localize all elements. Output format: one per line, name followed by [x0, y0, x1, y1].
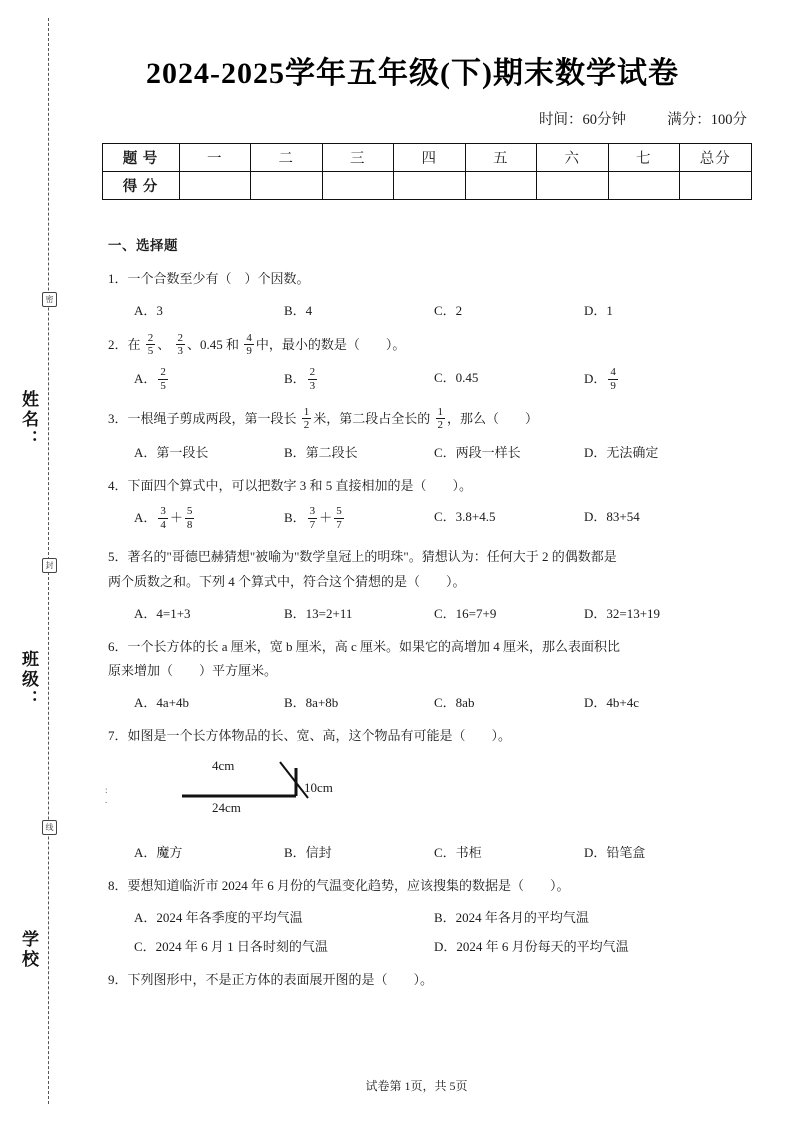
- fraction-5-8: $\frac{5}{8}$: [186, 505, 193, 531]
- question-1: [108, 268, 748, 291]
- margin-label-class-text: 班级：: [19, 650, 38, 710]
- option-d[interactable]: D．4b+4c: [584, 695, 639, 710]
- option-d[interactable]: D．无法确定: [584, 444, 659, 460]
- stray-mark: : .: [105, 785, 108, 805]
- question-7-figure: [156, 758, 416, 828]
- score-entry-cell[interactable]: [322, 172, 394, 200]
- question-4: [108, 475, 748, 498]
- question-5: [108, 546, 748, 569]
- fraction-4-9: $\frac{4}{9}$: [610, 366, 616, 392]
- question-number: 3．: [108, 410, 128, 426]
- score-entry-cell[interactable]: [608, 172, 680, 200]
- page-footer: 试卷第 1页，共 5页: [365, 1079, 468, 1093]
- option-a[interactable]: A．第一段长: [134, 444, 209, 460]
- question-text-line2: 两个质数之和。下列 4 个算式中，符合这个猜想的是（ ）。: [108, 573, 466, 589]
- option-c[interactable]: C．3.8+4.5: [434, 509, 496, 525]
- rectangular-box-diagram: [156, 758, 416, 828]
- option-c[interactable]: C．书柜: [434, 844, 482, 860]
- question-text: 如图是一个长方体物品的长、宽、高，这个物品有可能是（ ）。: [127, 728, 512, 743]
- fraction-2-5: $\frac{2}{5}$: [160, 366, 166, 392]
- fraction-1-2: $\frac{1}{2}$: [437, 406, 444, 432]
- option-d[interactable]: D．1: [584, 302, 613, 318]
- question-number: 1．: [108, 271, 128, 286]
- score-table-cell: 五: [465, 144, 537, 172]
- fraction-3-7: $\frac{3}{7}$: [309, 505, 316, 531]
- fraction-2-3: $\frac{2}{3}$: [177, 331, 184, 358]
- question-3: [108, 407, 748, 433]
- question-8-options-row1: [134, 907, 734, 926]
- score-table-cell: 二: [251, 144, 323, 172]
- score-entry-cell[interactable]: [680, 172, 752, 200]
- score-table-cell: 一: [179, 144, 251, 172]
- option-b[interactable]: B．13=2+11: [284, 605, 353, 621]
- option-c[interactable]: C．2024 年 6 月 1 日各时刻的气温: [134, 938, 328, 954]
- question-4-options: [134, 506, 734, 532]
- question-text-pre: 一根绳子剪成两段，第一段长: [127, 410, 297, 426]
- page-title: 2024-2025学年五年级(下)期末数学试卷: [146, 57, 679, 90]
- option-c[interactable]: C．16=7+9: [434, 605, 497, 621]
- option-b[interactable]: B．信封: [284, 844, 332, 860]
- option-b[interactable]: B．4: [284, 302, 313, 318]
- question-number: 4．: [108, 477, 128, 493]
- question-text: 要想知道临沂市 2024 年 6 月份的气温变化趋势，应该搜集的数据是（ ）。: [127, 877, 570, 893]
- score-table-header-cell: 得 分: [102, 172, 179, 200]
- question-8: [108, 875, 748, 898]
- question-7: [108, 725, 748, 748]
- option-d[interactable]: D．32=13+19: [584, 605, 661, 621]
- question-6: [108, 636, 748, 659]
- margin-label-name: [16, 390, 41, 450]
- score-entry-cell[interactable]: [465, 172, 537, 200]
- score-table: [102, 143, 752, 200]
- score-entry-cell[interactable]: [394, 172, 466, 200]
- option-c[interactable]: C．2: [434, 302, 463, 318]
- table-row: [102, 144, 751, 172]
- score-table-cell: 六: [537, 144, 609, 172]
- score-table-header-cell: 题 号: [102, 144, 179, 172]
- seal-mark-2: 封: [42, 558, 57, 573]
- figure-label-length: 24cm: [212, 799, 241, 815]
- exam-meta: [60, 108, 793, 129]
- option-d[interactable]: D． $\frac{4}{9}$: [584, 366, 616, 392]
- fraction-2-5: $\frac{2}{5}$: [147, 331, 154, 358]
- question-text-pre: 在: [127, 336, 141, 352]
- question-5-options: [134, 603, 734, 622]
- option-b[interactable]: B．8a+8b: [284, 695, 339, 710]
- option-a[interactable]: A．2024 年各季度的平均气温: [134, 909, 303, 925]
- option-b[interactable]: B．2024 年各月的平均气温: [434, 909, 589, 925]
- fraction-5-7: $\frac{5}{7}$: [336, 505, 342, 531]
- question-text-mid: 、: [157, 336, 171, 352]
- score-table-cell: 总分: [680, 144, 752, 172]
- option-a[interactable]: A．魔方: [134, 844, 183, 860]
- exam-time-label: 时间：60分钟: [539, 112, 626, 128]
- margin-label-school-text: 学校: [19, 930, 38, 970]
- question-number: 5．: [108, 549, 128, 564]
- question-text-end: 中，最小的数是（ ）。: [255, 336, 406, 352]
- option-b[interactable]: B． $\frac{2}{3}$: [284, 366, 316, 392]
- question-3-options: [134, 442, 734, 461]
- question-8-options-row2: [134, 936, 734, 955]
- option-d[interactable]: D．2024 年 6 月份每天的平均气温: [434, 938, 629, 954]
- question-2-options: [134, 367, 734, 393]
- option-c[interactable]: C．8ab: [434, 695, 475, 710]
- fraction-4-9: $\frac{4}{9}$: [246, 331, 252, 358]
- score-entry-cell[interactable]: [251, 172, 323, 200]
- option-a[interactable]: A．4a+4b: [134, 695, 189, 710]
- option-c[interactable]: C．两段一样长: [434, 444, 521, 460]
- question-text: 下面四个算式中，可以把数字 3 和 5 直接相加的是（ ）。: [127, 477, 473, 493]
- question-5-line2: [108, 571, 748, 594]
- fraction-2-3: $\frac{2}{3}$: [309, 366, 316, 392]
- option-a[interactable]: A．4=1+3: [134, 605, 191, 621]
- table-row: [102, 172, 751, 200]
- fraction-3-4: $\frac{3}{4}$: [160, 505, 166, 531]
- option-a[interactable]: A．3: [134, 302, 163, 318]
- option-b[interactable]: B．第二段长: [284, 444, 358, 460]
- exam-page: [60, 0, 793, 1122]
- option-b[interactable]: B． $\frac{3}{7}$ ＋ $\frac{5}{7}$: [284, 505, 342, 531]
- question-text-post: 、0.45 和: [187, 336, 240, 352]
- question-1-options: [134, 300, 734, 319]
- question-9: [108, 969, 748, 992]
- figure-label-height: 10cm: [304, 779, 333, 795]
- question-7-options: [134, 842, 734, 861]
- question-number: 2．: [108, 336, 128, 352]
- fraction-1-2: $\frac{1}{2}$: [303, 406, 310, 432]
- question-text-line1: 一个长方体的长 a 厘米，宽 b 厘米，高 c 厘米。如果它的高增加 4 厘米，那么表面积比: [127, 638, 621, 654]
- question-2: [108, 333, 748, 359]
- figure-label-width: 4cm: [212, 757, 235, 773]
- question-text-post: ，那么（ ）: [447, 410, 539, 426]
- score-table-cell: 三: [322, 144, 394, 172]
- question-text-line2: 原来增加（ ）平方厘米。: [108, 663, 278, 679]
- score-table-cell: 四: [394, 144, 466, 172]
- question-number: 9．: [108, 971, 128, 987]
- binding-margin: [0, 0, 60, 1122]
- question-text: 一个合数至少有（ ）个因数。: [127, 271, 310, 286]
- option-a[interactable]: A． $\frac{3}{4}$ ＋ $\frac{5}{8}$: [134, 505, 193, 531]
- seal-mark-3: 线: [42, 820, 57, 835]
- question-number: 7．: [108, 728, 128, 743]
- question-text-line1: 著名的"哥德巴赫猜想"被喻为"数学皇冠上的明珠"。猜想认为：任何大于 2 的偶数都是: [127, 549, 617, 564]
- question-number: 8．: [108, 877, 128, 893]
- score-entry-cell[interactable]: [537, 172, 609, 200]
- option-a[interactable]: A． $\frac{2}{5}$: [134, 366, 166, 392]
- margin-label-class: [16, 650, 41, 710]
- score-entry-cell[interactable]: [179, 172, 251, 200]
- score-table-cell: 七: [608, 144, 680, 172]
- option-d[interactable]: D．83+54: [584, 509, 640, 525]
- question-text: 下列图形中，不是正方体的表面展开图的是（ ）。: [127, 971, 434, 987]
- question-6-options: [134, 692, 734, 711]
- question-text-mid: 米，第二段占全长的: [313, 410, 431, 426]
- margin-label-school: [16, 930, 41, 970]
- exam-total-label: 满分：100分: [667, 112, 747, 128]
- option-d[interactable]: D．铅笔盒: [584, 844, 646, 860]
- seal-mark-1: 密: [42, 292, 57, 307]
- option-c[interactable]: C．0.45: [434, 370, 479, 386]
- question-6-line2: [108, 660, 748, 683]
- question-number: 6．: [108, 638, 128, 654]
- section-title-choice: 一、选择题: [108, 238, 178, 253]
- margin-label-name-text: 姓名：: [19, 390, 38, 450]
